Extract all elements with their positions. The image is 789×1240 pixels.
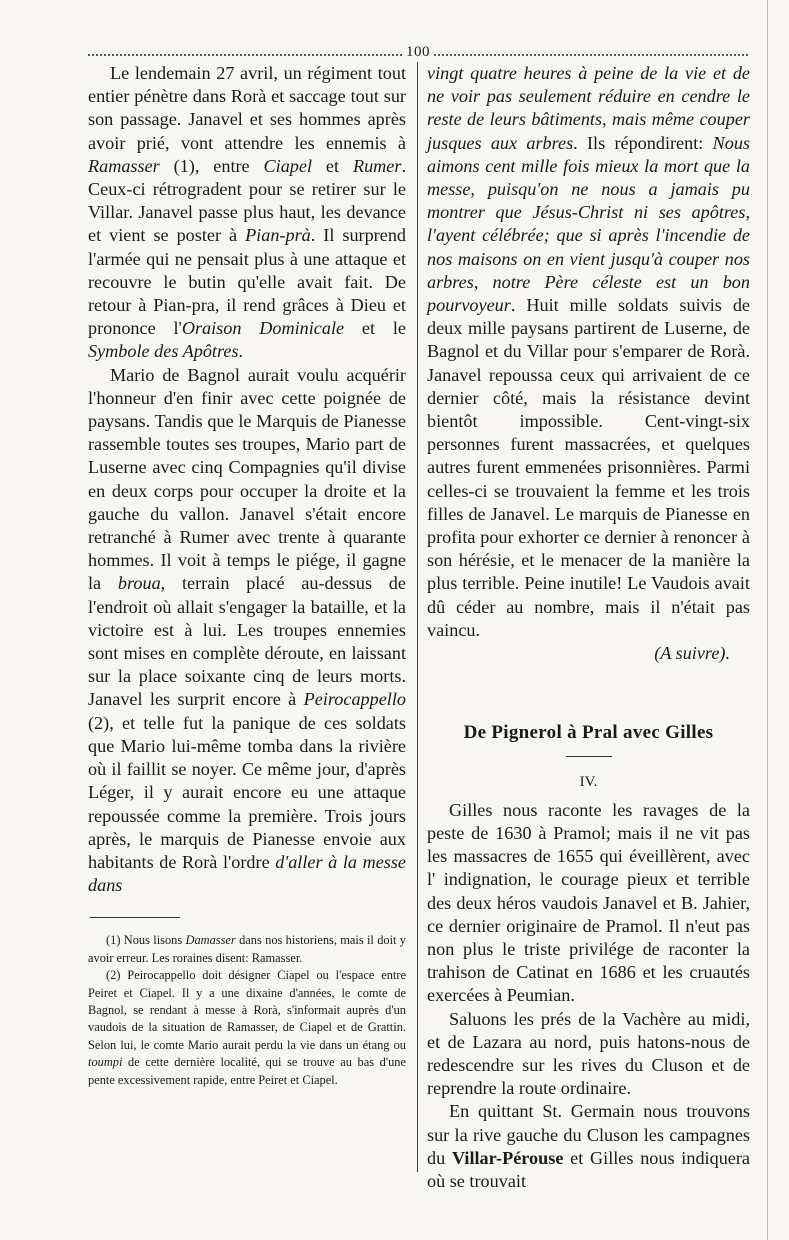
text-run: , terrain placé au-dessus de l'endroit où allait s'engager la bataille, et la victoire est à lui. Les troupes ennemies sont mises en complète déroute, en laissant sur la place soixante cinq de leurs morts. Janavel les surprit encore à	[88, 573, 406, 710]
text-run: (2) Peirocappello doit désigner Ciapel ou l'espace entre Peiret et Ciapel. Il y a une dixaine d'années, le comte de Bagnol, se rendant à messe à Rorà, s'informait auprès d'un vaudois de la situation de Ramasser, de Ciapel et de Grattin. Selon lui, le comte Mario aurait perdu la vie dans un étang ou	[88, 968, 406, 1052]
to-be-continued: (A suivre).	[654, 643, 730, 664]
text-run: (2), et telle fut la panique de ces soldats que Mario lui-même tomba dans la rivière où il faillit se noyer. Ce même jour, d'après Léger, il y aurait encore eu une attaque repoussée comme la première. Trois jours après, le marquis de Pianesse envoie aux habitants de Rorà l'ordre	[88, 712, 406, 872]
paragraph	[427, 1100, 750, 1193]
paragraph	[88, 967, 406, 1089]
paragraph	[427, 799, 750, 1008]
text-run: . Huit mille soldats suivis de deux mille paysans partirent de Luserne, de Bagnol et du Villar pour s'emparer de Rorà. Janavel repoussa ceux qui arrivaient de ce dernier côté, mais la résistance devint bientôt impossible. Cent-vingt-six personnes furent massacrées, et quelques autres furent emmenées prisonnières. Parmi celles-ci se trouvaient la femme et les trois filles de Janavel. Le marquis de Pianesse en profita pour exhorter ce dernier à renoncer à son hérésie, et le menacer de la manière la plus terrible. Peine inutile! Le Vaudois avait dû céder au nombre, mais il n'était pas vaincu.	[427, 295, 750, 640]
paragraph	[427, 1008, 750, 1101]
text-run: et Gilles nous indiquera où se trouvait	[427, 1147, 750, 1191]
right-column	[427, 62, 750, 1193]
left-column	[88, 62, 406, 1089]
text-run: . Ils répondirent:	[573, 132, 713, 153]
header-rule-left	[88, 54, 402, 56]
column-divider	[417, 62, 418, 1172]
italic-text-run: d'aller à la messe dans	[88, 851, 406, 896]
italic-text-run: Ramasser	[88, 155, 160, 176]
text-run: Mario de Bagnol aurait voulu acquérir l'honneur d'en finir avec cette poignée de paysans. Tandis que le Marquis de Pianesse rassemble toutes ses troupes, Mario part de Luserne avec cinq Compagnies qu'il divise en deux corps pour occuper la droite et la gauche du vallon. Janavel s'était encore retranché à Rumer avec trente à quarante hommes. Il voit à temps le piége, il gagne la	[88, 364, 406, 594]
italic-text-run: broua	[117, 573, 161, 594]
section-body	[427, 799, 750, 1193]
text-run: Gilles nous raconte les ravages de la peste de 1630 à Pramol; mais il ne vit pas les massacres de 1655 qui éveillèrent, avec l' indignation, le courage pieux et terrible des deux héros vaudois Janavel et B. Jahier, ce dernier originaire de Pramol. Il n'eut pas non plus le triste privilége de raconter la trahison de Catinat en 1686 et les cruautés exercées à Peumian.	[427, 799, 750, 1006]
left-body	[88, 62, 406, 897]
text-run: . Il surprend l'armée qui ne pensait plus à une attaque et recouvre le butin qu'elle avait fait. De retour à Pian-pra, il rend grâces à Dieu et prononce l'	[88, 225, 407, 339]
footnotes	[88, 932, 406, 1089]
italic-text-run: vingt quatre heures à peine de la vie et de ne voir pas seulement réduire en cendre le reste de leurs bâtiments, mais même couper jusques aux arbres	[427, 63, 750, 153]
text-run: .	[238, 341, 244, 362]
paragraph	[427, 62, 750, 642]
text-run: et	[312, 155, 353, 176]
page-number: 100	[406, 44, 430, 60]
header-rule-right	[434, 54, 748, 56]
italic-text-run: Rumer	[352, 155, 402, 176]
text-run: dans nos historiens, mais il doit y avoir erreur. Les roraines disent: Ramasser.	[88, 933, 406, 965]
italic-text-run: toumpi	[88, 1055, 123, 1070]
paragraph	[88, 364, 406, 898]
section-number: IV.	[579, 774, 598, 791]
italic-text-run: Peirocappello	[303, 689, 406, 710]
text-run: Le lendemain 27 avril, un régiment tout entier pénètre dans Rorà et saccage tout sur son passage. Janavel et ses hommes après avoir prié, vont attendre les ennemis à	[88, 63, 406, 153]
scan-edge-line	[767, 0, 768, 1240]
text-run: En quittant St. Germain nous trouvons sur la rive gauche du Cluson les campagnes du	[427, 1101, 750, 1168]
italic-text-run: Damasser	[185, 933, 236, 948]
paragraph	[88, 62, 406, 364]
italic-text-run: Nous aimons cent mille fois mieux la mort que la messe, puisqu'on ne nous a jamais pu montrer que Jésus-Christ ni ses apôtres, l'ayent célébrée; que si après l'incendie de nos maisons on en vient jusqu'à couper nos arbres, notre Père céleste est un bon pourvoyeur	[427, 132, 750, 316]
paragraph	[88, 932, 406, 967]
page-header	[88, 44, 748, 61]
text-run: et le	[344, 318, 406, 339]
text-run: de cette dernière localité, qui se trouve au bas d'une pente excessivement rapide, entre Peiret et Ciapel.	[88, 1055, 406, 1087]
italic-text-run: Pian-prà	[245, 225, 311, 246]
italic-text-run: Oraison Dominicale	[181, 318, 345, 339]
text-run: (1) Nous lisons	[106, 933, 186, 948]
title-rule	[566, 756, 612, 757]
text-run: . Ceux-ci rétrogradent pour se retirer sur le Villar. Janavel passe plus haut, les devance et vient se poster à	[88, 155, 406, 246]
text-run: (1), entre	[159, 155, 264, 176]
section-title: De Pignerol à Pral avec Gilles	[463, 722, 714, 744]
italic-text-run: Ciapel	[263, 155, 313, 176]
footnote-separator	[90, 917, 180, 918]
italic-text-run: Symbole des Apôtres	[88, 341, 239, 362]
bold-text-run: Villar-Pérouse	[451, 1147, 564, 1168]
text-run: Saluons les prés de la Vachère au midi, et de Lazara au nord, puis hatons-nous de redescendre sur les rives du Cluson et de reprendre la route ordinaire.	[427, 1008, 750, 1099]
right-body	[427, 62, 750, 642]
